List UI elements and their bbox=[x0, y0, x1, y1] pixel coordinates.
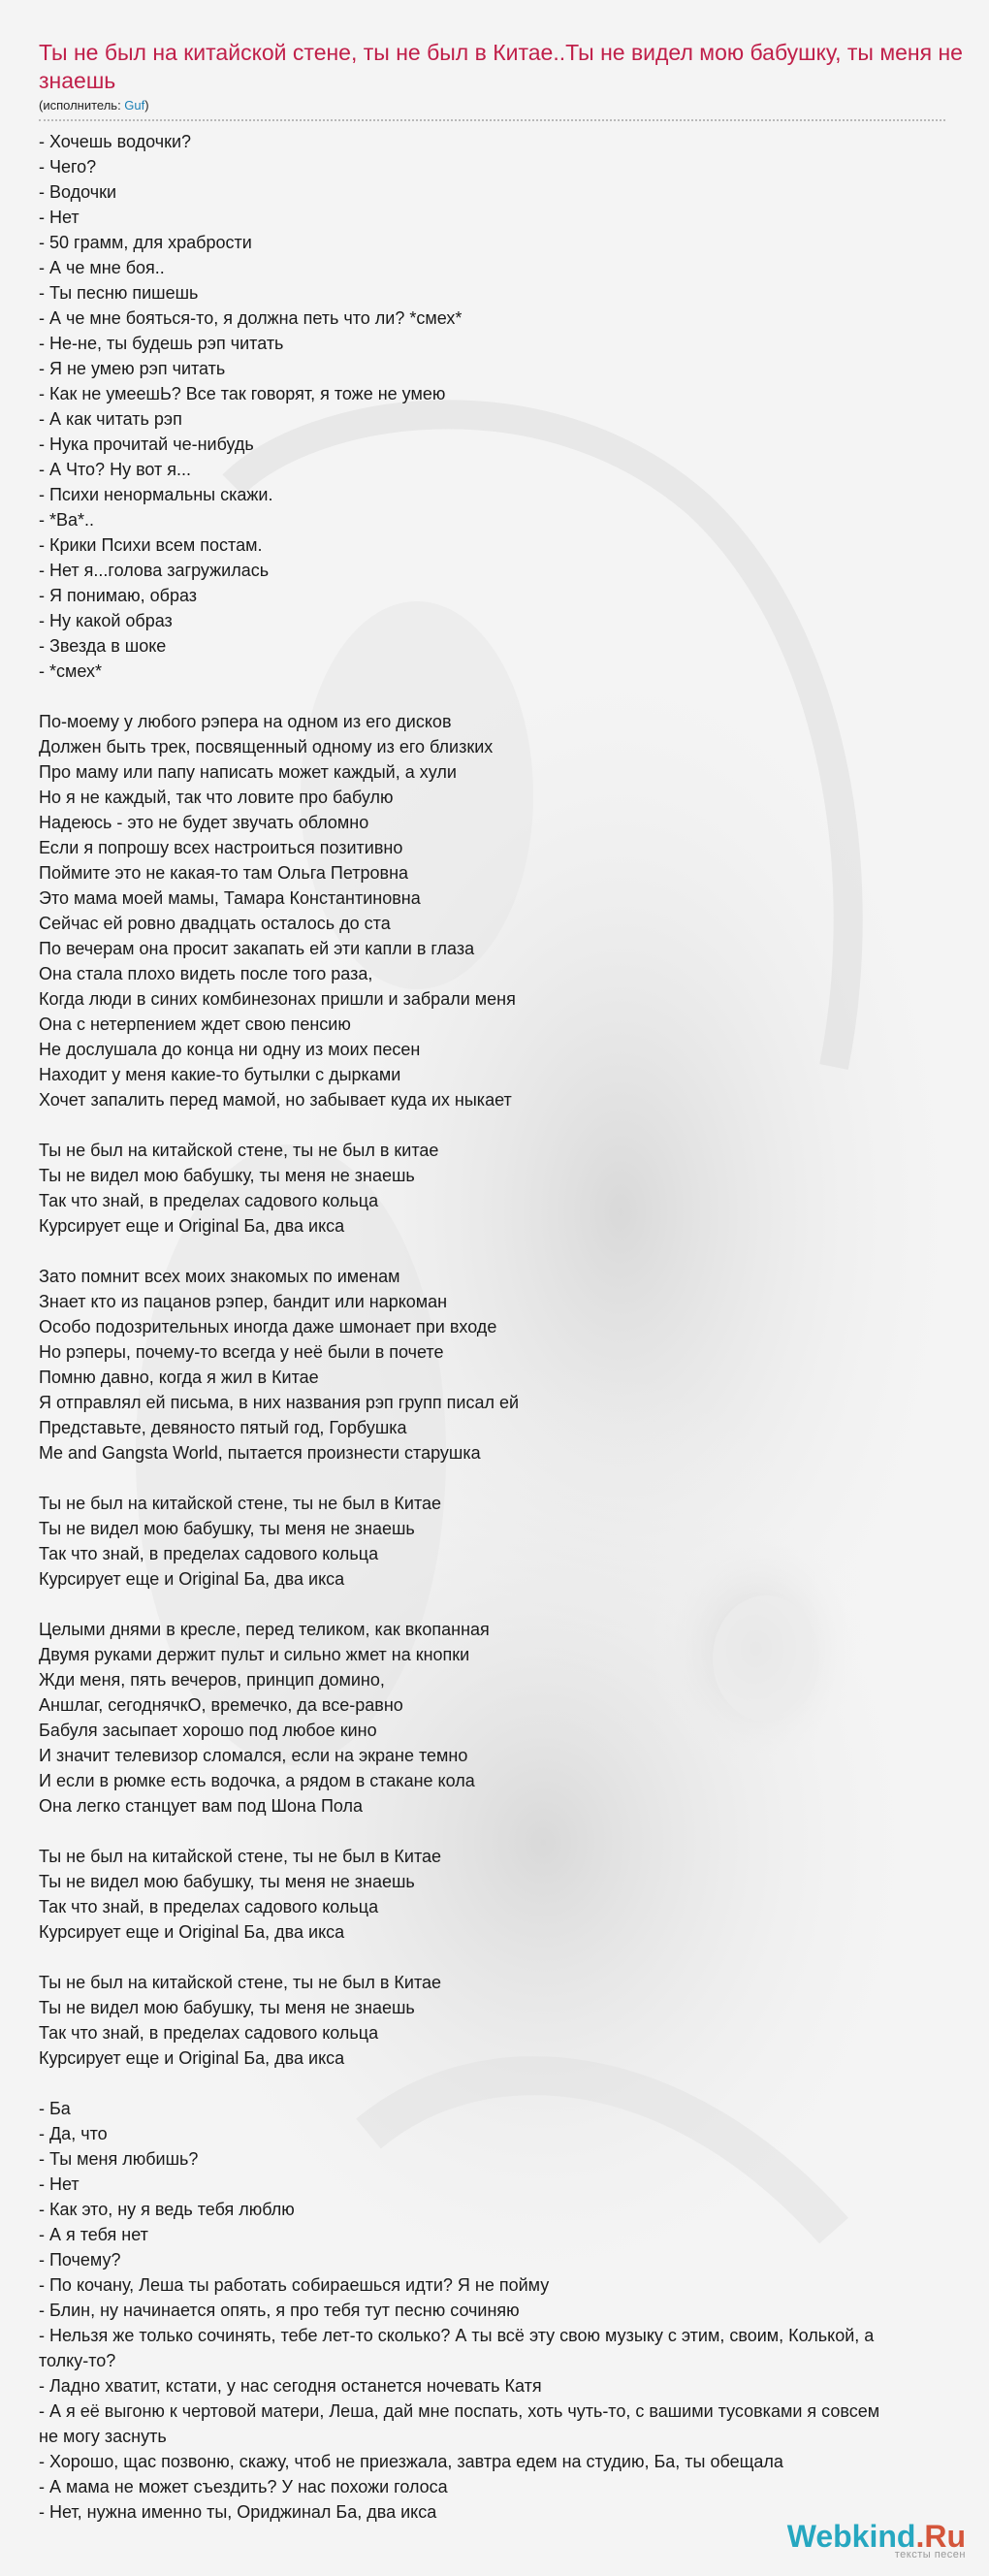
lyrics-line: Двумя руками держит пульт и сильно жмет на кнопки bbox=[39, 1645, 470, 1664]
lyrics-line: Ты не был на китайской стене, ты не был в Китае bbox=[39, 1494, 442, 1513]
lyrics-line: Так что знай, в пределах садового кольца bbox=[39, 1897, 379, 1916]
lyrics-line: - Ты меня любишь? bbox=[39, 2149, 199, 2169]
artist-line bbox=[39, 98, 989, 113]
lyrics-line: - Нет, нужна именно ты, Ориджинал Ба, два икса bbox=[39, 2502, 437, 2522]
lyrics-line: Жди меня, пять вечеров, принцип домино, bbox=[39, 1670, 385, 1690]
lyrics-line: Ты не был на китайской стене, ты не был в Китае bbox=[39, 1973, 442, 1992]
lyrics-line: Знает кто из пацанов рэпер, бандит или наркоман bbox=[39, 1292, 448, 1311]
lyrics-line: - Нет я...голова загружилась bbox=[39, 561, 270, 580]
lyrics-line: Она стала плохо видеть после того раза, bbox=[39, 964, 373, 983]
artist-prefix: (исполнитель: bbox=[39, 98, 125, 113]
lyrics-line: Ты не видел мою бабушку, ты меня не знаешь bbox=[39, 1998, 415, 2017]
logo-tagline: тексты песен bbox=[894, 2549, 966, 2560]
lyrics-line: Про маму или папу написать может каждый, а хули bbox=[39, 762, 457, 782]
lyrics-line: И значит телевизор сломался, если на экране темно bbox=[39, 1746, 468, 1765]
lyrics-blank-line bbox=[39, 1465, 989, 1491]
lyrics-line: - Нет bbox=[39, 208, 80, 227]
lyrics-line: Me and Gangsta World, пытается произнести старушка bbox=[39, 1443, 481, 1463]
lyrics-line: Зато помнит всех моих знакомых по именам bbox=[39, 1267, 400, 1286]
lyrics-line: - Звезда в шоке bbox=[39, 636, 167, 656]
lyrics-line: - Крики Психи всем постам. bbox=[39, 535, 263, 555]
lyrics-line: Ты не был на китайской стене, ты не был в китае bbox=[39, 1141, 439, 1160]
lyrics-line: Ты не видел мою бабушку, ты меня не знаешь bbox=[39, 1872, 415, 1891]
lyrics-line: Надеюсь - это не будет звучать обломно bbox=[39, 813, 369, 832]
lyrics-line: Курсирует еще и Original Ба, два икса bbox=[39, 1216, 345, 1236]
lyrics-blank-line bbox=[39, 684, 989, 709]
lyrics-line: Особо подозрительных иногда даже шмонает при входе bbox=[39, 1317, 497, 1336]
lyrics-line: - Чего? bbox=[39, 157, 97, 177]
artist-suffix: ) bbox=[144, 98, 149, 113]
lyrics-line: - Блин, ну начинается опять, я про тебя тут песню сочиняю bbox=[39, 2301, 520, 2320]
lyrics-line: Но рэперы, почему-то всегда у неё были в почете bbox=[39, 1342, 444, 1362]
lyrics-line: Помню давно, когда я жил в Китае bbox=[39, 1368, 319, 1387]
lyrics-line: Так что знай, в пределах садового кольца bbox=[39, 2023, 379, 2043]
lyrics-blank-line bbox=[39, 2071, 989, 2096]
lyrics-body bbox=[39, 129, 989, 2525]
lyrics-line: Курсирует еще и Original Ба, два икса bbox=[39, 1922, 345, 1942]
lyrics-line: - 50 грамм, для храбрости bbox=[39, 233, 252, 252]
lyrics-line: - Нука прочитай че-нибудь bbox=[39, 435, 254, 454]
lyrics-line: - Водочки bbox=[39, 182, 117, 202]
lyrics-line: Она легко станцует вам под Шона Пола bbox=[39, 1796, 364, 1816]
lyrics-line: - А че мне боя.. bbox=[39, 258, 165, 277]
lyrics-line: - А я тебя нет bbox=[39, 2225, 148, 2244]
lyrics-line: Хочет запалить перед мамой, но забывает куда их ныкает bbox=[39, 1090, 512, 1110]
lyrics-line: Это мама моей мамы, Тамара Константиновна bbox=[39, 888, 421, 908]
lyrics-line: - Ладно хватит, кстати, у нас сегодня останется ночевать Катя bbox=[39, 2376, 542, 2396]
lyrics-line: Находит у меня какие-то бутылки с дырками bbox=[39, 1065, 401, 1084]
lyrics-line: Так что знай, в пределах садового кольца bbox=[39, 1544, 379, 1563]
lyrics-line: Если я попрошу всех настроиться позитивно bbox=[39, 838, 403, 857]
lyrics-line: И если в рюмке есть водочка, а рядом в стакане кола bbox=[39, 1771, 475, 1790]
lyrics-line: Когда люди в синих комбинезонах пришли и забрали меня bbox=[39, 989, 516, 1009]
lyrics-line: - А Что? Ну вот я... bbox=[39, 460, 192, 479]
lyrics-line: Курсирует еще и Original Ба, два икса bbox=[39, 2048, 345, 2068]
lyrics-line: Аншлаг, сегоднячкО, времечко, да все-равно bbox=[39, 1695, 403, 1715]
lyrics-line: Так что знай, в пределах садового кольца bbox=[39, 1191, 379, 1210]
lyrics-line: Ты не был на китайской стене, ты не был в Китае bbox=[39, 1847, 442, 1866]
lyrics-line: - А как читать рэп bbox=[39, 409, 182, 429]
lyrics-line: - Нельзя же только сочинять, тебе лет-то сколько? А ты всё эту свою музыку с этим, своим, Колькой, а bbox=[39, 2326, 875, 2345]
lyrics-line: - *смех* bbox=[39, 661, 102, 681]
lyrics-line: Ты не видел мою бабушку, ты меня не знаешь bbox=[39, 1519, 415, 1538]
lyrics-line: - Ба bbox=[39, 2099, 71, 2118]
lyrics-line: Должен быть трек, посвященный одному из его близких bbox=[39, 737, 494, 757]
lyrics-line: По-моему у любого рэпера на одном из его дисков bbox=[39, 712, 452, 731]
lyrics-line: - Да, что bbox=[39, 2124, 108, 2143]
lyrics-line: По вечерам она просит закапать ей эти капли в глаза bbox=[39, 939, 475, 958]
lyrics-line: Целыми днями в кресле, перед теликом, как вкопанная bbox=[39, 1620, 490, 1639]
lyrics-blank-line bbox=[39, 1239, 989, 1264]
lyrics-line: - Я понимаю, образ bbox=[39, 586, 198, 605]
lyrics-line: - Хорошо, щас позвоню, скажу, чтоб не приезжала, завтра едем на студию, Ба, ты обещала bbox=[39, 2452, 783, 2471]
lyrics-blank-line bbox=[39, 1592, 989, 1617]
lyrics-line: - А мама не может съездить? У нас похожи голоса bbox=[39, 2477, 448, 2496]
logo-main-text: Webkind bbox=[786, 2519, 916, 2554]
lyrics-line: Она с нетерпением ждет свою пенсию bbox=[39, 1014, 351, 1034]
lyrics-blank-line bbox=[39, 1112, 989, 1138]
lyrics-line: - А че мне бояться-то, я должна петь что ли? *смех* bbox=[39, 308, 463, 328]
lyrics-line: - Психи ненормальны скажи. bbox=[39, 485, 273, 504]
lyrics-line: - Как это, ну я ведь тебя люблю bbox=[39, 2200, 295, 2219]
lyrics-line: - По кочану, Леша ты работать собираешься идти? Я не пойму bbox=[39, 2275, 550, 2295]
lyrics-line: - Не-не, ты будешь рэп читать bbox=[39, 334, 284, 353]
webkind-logo[interactable] bbox=[752, 2520, 966, 2560]
lyrics-line: Бабуля засыпает хорошо под любое кино bbox=[39, 1721, 377, 1740]
lyrics-line: толку-то? bbox=[39, 2351, 116, 2370]
title-divider bbox=[39, 119, 945, 121]
lyrics-line: Я отправлял ей письма, в них названия рэп групп писал ей bbox=[39, 1393, 520, 1412]
lyrics-line: - Как не умеешЬ? Все так говорят, я тоже не умею bbox=[39, 384, 446, 403]
song-title: Ты не был на китайской стене, ты не был в Китае..Ты не видел мою бабушку, ты меня не знаешь bbox=[39, 40, 963, 93]
lyrics-line: Не дослушала до конца ни одну из моих песен bbox=[39, 1040, 421, 1059]
lyrics-line: Представьте, девяносто пятый год, Горбушка bbox=[39, 1418, 407, 1437]
lyrics-line: Но я не каждый, так что ловите про бабулю bbox=[39, 788, 394, 807]
lyrics-line: - *Ва*.. bbox=[39, 510, 95, 530]
lyrics-line: - Почему? bbox=[39, 2250, 121, 2270]
lyrics-line: - Ты песню пишешь bbox=[39, 283, 199, 303]
lyrics-line: Курсирует еще и Original Ба, два икса bbox=[39, 1569, 345, 1589]
lyrics-line: - Хочешь водочки? bbox=[39, 132, 192, 151]
artist-link[interactable]: Guf bbox=[124, 98, 145, 113]
lyrics-line: - А я её выгоню к чертовой матери, Леша, дай мне поспать, хоть чуть-то, с вашими тусовками я совсем bbox=[39, 2401, 880, 2421]
lyrics-blank-line bbox=[39, 1819, 989, 1844]
lyrics-line: - Ну какой образ bbox=[39, 611, 173, 630]
lyrics-line: не могу заснуть bbox=[39, 2427, 167, 2446]
lyrics-line: Ты не видел мою бабушку, ты меня не знаешь bbox=[39, 1166, 415, 1185]
logo-tld-text: .Ru bbox=[915, 2519, 966, 2554]
lyrics-line: - Я не умею рэп читать bbox=[39, 359, 226, 378]
lyrics-line: Поймите это не какая-то там Ольга Петровна bbox=[39, 863, 409, 883]
lyrics-blank-line bbox=[39, 1945, 989, 1970]
lyrics-line: - Нет bbox=[39, 2174, 80, 2194]
lyrics-line: Сейчас ей ровно двадцать осталось до ста bbox=[39, 914, 391, 933]
